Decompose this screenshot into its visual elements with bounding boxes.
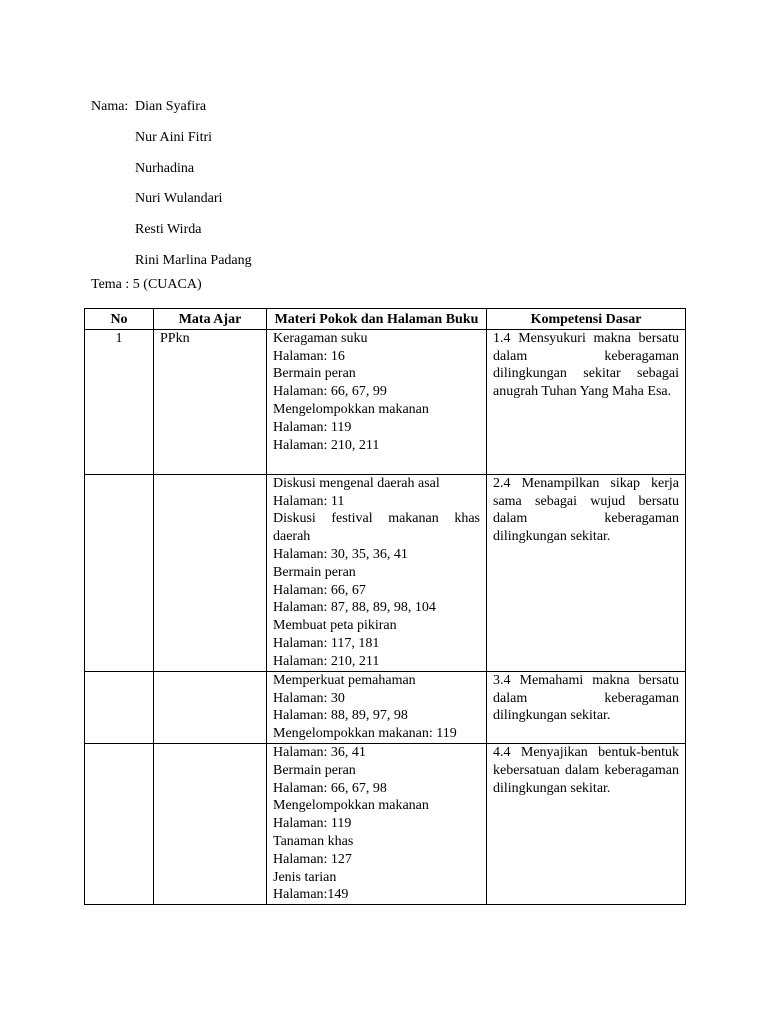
materi-line: Halaman:149: [273, 887, 349, 903]
materi-line: Halaman: 127: [273, 851, 352, 867]
names-label: Nama:: [91, 99, 129, 114]
cell-mata-ajar: [154, 671, 267, 743]
materi-line: Memperkuat pemahaman: [273, 672, 416, 688]
name-row: [91, 123, 252, 154]
materi-line: Halaman: 66, 67, 99: [273, 384, 387, 400]
materi-line: Keragaman suku: [273, 330, 368, 346]
materi-line: Halaman: 88, 89, 97, 98: [273, 708, 408, 724]
name-row: [91, 246, 252, 277]
cell-mata-ajar: [154, 474, 267, 671]
cell-no: [85, 671, 154, 743]
student-name: Nur Aini Fitri: [135, 129, 213, 145]
materi-line: Mengelompokkan makanan: [273, 798, 429, 814]
cell-kompetensi: 1.4 Mensyukuri makna bersatu dalam keberagaman dilingkungan sekitar sebagai anugrah Tuhan Yang Maha Esa.: [487, 329, 686, 474]
materi-line: Diskusi festival makanan khas daerah: [273, 511, 480, 545]
cell-no: 1: [85, 329, 154, 474]
materi-line: Halaman: 119: [273, 816, 352, 832]
cell-materi: [267, 743, 487, 904]
materi-line: Halaman: 36, 41: [273, 744, 366, 760]
cell-no: [85, 474, 154, 671]
materi-line: Bermain peran: [273, 762, 356, 778]
column-header-mata-ajar: Mata Ajar: [154, 309, 267, 330]
table-row: [85, 743, 686, 904]
materi-line: Diskusi mengenal daerah asal: [273, 475, 440, 491]
student-name: Resti Wirda: [135, 222, 202, 238]
materi-line: Bermain peran: [273, 366, 356, 382]
materi-line: Bermain peran: [273, 564, 356, 580]
lesson-table: [84, 308, 686, 905]
column-header-materi: Materi Pokok dan Halaman Buku: [267, 309, 487, 330]
cell-no: [85, 743, 154, 904]
materi-line: Halaman: 30, 35, 36, 41: [273, 546, 408, 562]
materi-line: Tanaman khas: [273, 833, 354, 849]
cell-materi: [267, 329, 487, 474]
student-name: Nuri Wulandari: [135, 191, 223, 207]
cell-mata-ajar: PPkn: [154, 329, 267, 474]
materi-line: Mengelompokkan makanan: 119: [273, 726, 457, 742]
theme-line: Tema : 5 (CUACA): [91, 277, 202, 292]
cell-kompetensi: 2.4 Menampilkan sikap kerja sama sebagai wujud bersatu dalam keberagaman dilingkungan sekitar.: [487, 474, 686, 671]
table-row: [85, 474, 686, 671]
name-row: [91, 184, 252, 215]
table-row: [85, 671, 686, 743]
column-header-no: No: [85, 309, 154, 330]
cell-mata-ajar: [154, 743, 267, 904]
materi-line: Halaman: 11: [273, 493, 345, 509]
materi-line: Halaman: 16: [273, 348, 345, 364]
name-row: [91, 215, 252, 246]
materi-line: Halaman: 119: [273, 419, 352, 435]
materi-line: Halaman: 210, 211: [273, 653, 380, 669]
table-header-row: [85, 309, 686, 330]
cell-materi: [267, 671, 487, 743]
student-name: Nurhadina: [135, 160, 195, 176]
cell-materi: [267, 474, 487, 671]
materi-line: Jenis tarian: [273, 869, 337, 885]
materi-line: Halaman: 210, 211: [273, 437, 380, 453]
name-row: [91, 92, 252, 123]
cell-kompetensi: 3.4 Memahami makna bersatu dalam keberagaman dilingkungan sekitar.: [487, 671, 686, 743]
cell-kompetensi: 4.4 Menyajikan bentuk-bentuk kebersatuan dalam keberagaman dilingkungan sekitar.: [487, 743, 686, 904]
materi-line: Halaman: 117, 181: [273, 635, 380, 651]
table-row: [85, 329, 686, 474]
student-name: Rini Marlina Padang: [135, 252, 252, 268]
materi-line: Halaman: 87, 88, 89, 98, 104: [273, 600, 436, 616]
materi-line: Halaman: 66, 67, 98: [273, 780, 387, 796]
column-header-kompetensi: Kompetensi Dasar: [487, 309, 686, 330]
student-name: Dian Syafira: [135, 99, 207, 114]
materi-line: Halaman: 30: [273, 690, 345, 706]
materi-line: Mengelompokkan makanan: [273, 401, 429, 417]
student-names: [91, 92, 252, 277]
materi-line: Membuat peta pikiran: [273, 618, 397, 634]
materi-line: Halaman: 66, 67: [273, 582, 366, 598]
name-row: [91, 154, 252, 185]
